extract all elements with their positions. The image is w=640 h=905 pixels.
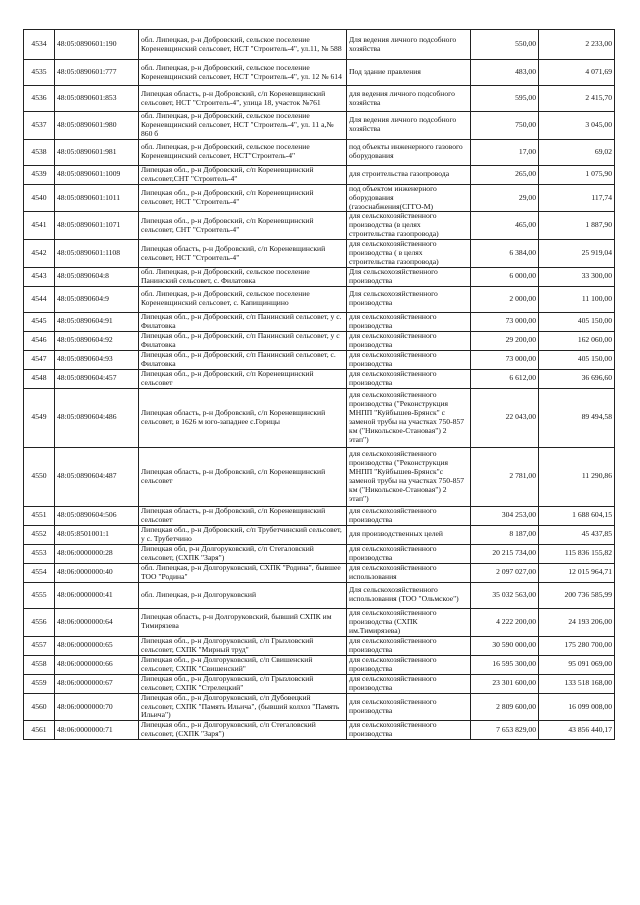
cadastral-number-cell: 48:05:0890604:93 [55,350,139,369]
row-number-cell: 4549 [24,388,55,447]
permitted-use-cell: для сельскохозяйственного производства [347,544,471,563]
table-row [24,721,615,740]
permitted-use-cell: для строительства газопровода [347,165,471,184]
cadastral-number-cell: 48:06:0000000:41 [55,582,139,608]
row-number-cell: 4546 [24,331,55,350]
table-row [24,267,615,286]
table-row [24,331,615,350]
cadastral-number-cell: 48:05:0890601:1071 [55,212,139,240]
address-cell: Липецкая область, р-н Добровский, с/п Кореневщинский сельсовет, НСТ "Строитель-4" [139,240,347,268]
cadastral-value-cell: 2 233,00 [539,30,615,60]
permitted-use-cell: для производственных целей [347,525,471,544]
cadastral-number-cell: 48:05:0890601:980 [55,112,139,140]
permitted-use-cell: для сельскохозяйственного производства [347,636,471,655]
table-row [24,112,615,140]
cadastral-value-cell: 1 075,90 [539,165,615,184]
address-cell: Липецкая обл., р-н Добровский, с/п Трубетчинский сельсовет, у с. Трубетчино [139,525,347,544]
address-cell: Липецкая обл., р-н Добровский, с/п Кореневщинский сельсовет, СНТ "Строитель-4" [139,212,347,240]
area-cell: 16 595 300,00 [471,655,539,674]
land-registry-table [23,29,615,740]
permitted-use-cell: для сельскохозяйственного производства (СХПК им.Тимирязева) [347,608,471,636]
permitted-use-cell: Под здание правления [347,60,471,86]
row-number-cell: 4547 [24,350,55,369]
permitted-use-cell: Для ведения личного подсобного хозяйства [347,112,471,140]
cadastral-value-cell: 43 856 440,17 [539,721,615,740]
area-cell: 17,00 [471,139,539,165]
area-cell: 465,00 [471,212,539,240]
row-number-cell: 4537 [24,112,55,140]
table-row [24,212,615,240]
cadastral-value-cell: 45 437,85 [539,525,615,544]
cadastral-number-cell: 48:05:0890604:91 [55,312,139,331]
area-cell: 304 253,00 [471,506,539,525]
permitted-use-cell: для сельскохозяйственного производства [347,312,471,331]
area-cell: 483,00 [471,60,539,86]
cadastral-number-cell: 48:05:0890601:981 [55,139,139,165]
table-row [24,30,615,60]
area-cell: 2 097 027,00 [471,563,539,582]
cadastral-value-cell: 11 290,86 [539,447,615,506]
row-number-cell: 4539 [24,165,55,184]
permitted-use-cell: для ведения личного подсобного хозяйства [347,86,471,112]
address-cell: обл. Липецкая, р-н Долгоруковский [139,582,347,608]
permitted-use-cell: для сельскохозяйственного производства [347,369,471,388]
permitted-use-cell: для сельскохозяйственного производства [347,331,471,350]
table-row [24,582,615,608]
table-row [24,525,615,544]
area-cell: 265,00 [471,165,539,184]
permitted-use-cell: под объектом инженерного оборудования (газоснабжения(СГГО-М) [347,184,471,212]
table-row [24,286,615,312]
address-cell: Липецкая обл., р-н Долгоруковский, с/п Грызловский сельсовет, СХПК "Мирный труд" [139,636,347,655]
cadastral-value-cell: 200 736 585,99 [539,582,615,608]
area-cell: 750,00 [471,112,539,140]
cadastral-number-cell: 48:05:0890604:487 [55,447,139,506]
address-cell: Липецкая область, р-н Добровский, с/п Кореневщинский сельсовет, в 1626 м юго-западнее с.Горицы [139,388,347,447]
row-number-cell: 4535 [24,60,55,86]
permitted-use-cell: для сельскохозяйственного производства ("Реконструкция МНПП "Куйбышев-Брянск"с заменой трубы на участках 750-857 км ("Никольское-Становая") 2 этап") [347,447,471,506]
cadastral-value-cell: 89 494,58 [539,388,615,447]
row-number-cell: 4541 [24,212,55,240]
address-cell: обл. Липецкая, р-н Добровский, сельское поселение Кореневщинский сельсовет, НСТ "Строитель-4", ул. 11 а,№ 860 б [139,112,347,140]
address-cell: Липецкая обл., р-н Долгоруковский, с/п Грызловский сельсовет, СХПК "Стрелецкий" [139,674,347,693]
row-number-cell: 4552 [24,525,55,544]
table-row [24,506,615,525]
address-cell: обл. Липецкая, р-н Добровский, сельское поселение Кореневщинский сельсовет, НСТ"Строитель-4" [139,139,347,165]
cadastral-number-cell: 48:05:0890604:9 [55,286,139,312]
cadastral-value-cell: 3 045,00 [539,112,615,140]
cadastral-number-cell: 48:06:0000000:70 [55,693,139,721]
row-number-cell: 4559 [24,674,55,693]
address-cell: обл. Липецкая, р-н Добровский, сельское поселение Кореневщинский сельсовет, НСТ "Строитель-4", ул.11, № 588 [139,30,347,60]
permitted-use-cell: Для сельскохозяйственного производства [347,267,471,286]
area-cell: 6 384,00 [471,240,539,268]
cadastral-value-cell: 405 150,00 [539,312,615,331]
cadastral-value-cell: 25 919,04 [539,240,615,268]
area-cell: 73 000,00 [471,312,539,331]
area-cell: 35 032 563,00 [471,582,539,608]
cadastral-number-cell: 48:05:0890601:777 [55,60,139,86]
area-cell: 22 043,00 [471,388,539,447]
permitted-use-cell: Для сельскохозяйственного производства [347,286,471,312]
cadastral-number-cell: 48:06:0000000:67 [55,674,139,693]
table-row [24,369,615,388]
address-cell: Липецкая область, р-н Добровский, с/п Кореневщинский сельсовет [139,447,347,506]
row-number-cell: 4550 [24,447,55,506]
cadastral-value-cell: 1 887,90 [539,212,615,240]
cadastral-number-cell: 48:06:0000000:66 [55,655,139,674]
permitted-use-cell: для сельскохозяйственного производства (в целях строительства газопровода) [347,212,471,240]
area-cell: 29 200,00 [471,331,539,350]
table-row [24,240,615,268]
cadastral-value-cell: 115 836 155,82 [539,544,615,563]
cadastral-value-cell: 175 280 700,00 [539,636,615,655]
cadastral-number-cell: 48:06:0000000:28 [55,544,139,563]
row-number-cell: 4545 [24,312,55,331]
table-row [24,312,615,331]
cadastral-value-cell: 405 150,00 [539,350,615,369]
area-cell: 73 000,00 [471,350,539,369]
area-cell: 595,00 [471,86,539,112]
table-row [24,636,615,655]
permitted-use-cell: для сельскохозяйственного производства [347,674,471,693]
area-cell: 550,00 [471,30,539,60]
table-row [24,563,615,582]
row-number-cell: 4540 [24,184,55,212]
cadastral-value-cell: 16 099 008,00 [539,693,615,721]
permitted-use-cell: для сельскохозяйственного производства [347,506,471,525]
cadastral-value-cell: 2 415,70 [539,86,615,112]
address-cell: Липецкая обл., р-н Добровский, с/п Панинский сельсовет, у с Филатовка [139,331,347,350]
address-cell: Липецкая область, р-н Долгоруковский, бывший СХПК им Тимирязева [139,608,347,636]
permitted-use-cell: для сельскохозяйственного производства ("Реконструкция МНПП "Куйбышев-Брянск" с заменой трубы на участках 750-857 км ("Никольское-Становая") 2 этап") [347,388,471,447]
address-cell: Липецкая обл., р-н Долгоруковский, с/п Стегаловский сельсовет, (СХПК "Заря") [139,721,347,740]
cadastral-value-cell: 36 696,60 [539,369,615,388]
area-cell: 6 612,00 [471,369,539,388]
row-number-cell: 4542 [24,240,55,268]
table-body [24,30,615,740]
table-row [24,388,615,447]
cadastral-number-cell: 48:05:0890604:92 [55,331,139,350]
cadastral-number-cell: 48:05:0890601:190 [55,30,139,60]
permitted-use-cell: Для ведения личного подсобного хозяйства [347,30,471,60]
area-cell: 8 187,00 [471,525,539,544]
cadastral-number-cell: 48:05:0890601:1108 [55,240,139,268]
area-cell: 4 222 200,00 [471,608,539,636]
cadastral-value-cell: 162 060,00 [539,331,615,350]
table-row [24,165,615,184]
address-cell: Липецкая обл., р-н Добровский, с/п Кореневщинский сельсовет [139,369,347,388]
permitted-use-cell: для сельскохозяйственного производства ( в целях строительства газопровода) [347,240,471,268]
row-number-cell: 4557 [24,636,55,655]
address-cell: Липецкая обл., р-н Добровский, с/п Кореневщинский сельсовет, НСТ "Строитель-4" [139,184,347,212]
address-cell: обл. Липецкая, р-н Добровский, сельское поселение Панинский сельсовет, с. Филатовка [139,267,347,286]
area-cell: 2 781,00 [471,447,539,506]
cadastral-value-cell: 133 518 168,00 [539,674,615,693]
table-row [24,693,615,721]
table-row [24,350,615,369]
address-cell: Липецкая обл., р-н Добровский, с/п Панинский сельсовет, с. Филатовка [139,350,347,369]
row-number-cell: 4560 [24,693,55,721]
row-number-cell: 4534 [24,30,55,60]
row-number-cell: 4536 [24,86,55,112]
address-cell: Липецкая обл, р-н Долгоруковский, с/п Стегаловский сельсовет, (СХПК "Заря") [139,544,347,563]
cadastral-number-cell: 48:06:0000000:40 [55,563,139,582]
area-cell: 6 000,00 [471,267,539,286]
cadastral-value-cell: 24 193 206,00 [539,608,615,636]
row-number-cell: 4556 [24,608,55,636]
permitted-use-cell: для сельскохозяйственного использования [347,563,471,582]
cadastral-value-cell: 117,74 [539,184,615,212]
address-cell: обл. Липецкая, р-н Добровский, сельское поселение Кореневщинский сельсовет, НСТ "Строитель-4", ул. 12 № 614 [139,60,347,86]
permitted-use-cell: для сельскохозяйственного производства [347,693,471,721]
address-cell: Липецкая область, р-н Добровский, с/п Кореневщинский сельсовет, НСТ "Строитель-4", улица 18, участок №761 [139,86,347,112]
row-number-cell: 4538 [24,139,55,165]
row-number-cell: 4551 [24,506,55,525]
cadastral-number-cell: 48:05:8501001:1 [55,525,139,544]
area-cell: 7 653 829,00 [471,721,539,740]
cadastral-value-cell: 4 071,69 [539,60,615,86]
table-row [24,447,615,506]
row-number-cell: 4561 [24,721,55,740]
address-cell: обл. Липецкая, р-н Долгоруковский, СХПК "Родина", бывшее ТОО "Родина" [139,563,347,582]
cadastral-value-cell: 69,02 [539,139,615,165]
area-cell: 2 000,00 [471,286,539,312]
table-row [24,184,615,212]
cadastral-value-cell: 1 688 604,15 [539,506,615,525]
table-row [24,139,615,165]
permitted-use-cell: для сельскохозяйственного производства [347,655,471,674]
cadastral-number-cell: 48:05:0890604:8 [55,267,139,286]
address-cell: Липецкая обл., р-н Долгоруковский, с/п Дубовецкий сельсовет, СХПК "Память Ильича", (бывший колхоз "Память Ильича") [139,693,347,721]
area-cell: 23 301 600,00 [471,674,539,693]
cadastral-value-cell: 12 015 964,71 [539,563,615,582]
cadastral-value-cell: 95 091 069,00 [539,655,615,674]
area-cell: 29,00 [471,184,539,212]
cadastral-number-cell: 48:05:0890604:457 [55,369,139,388]
cadastral-number-cell: 48:05:0890601:1011 [55,184,139,212]
address-cell: Липецкая обл., р-н Добровский, с/п Кореневщинский сельсовет,СНТ "Строитель-4" [139,165,347,184]
cadastral-number-cell: 48:06:0000000:65 [55,636,139,655]
cadastral-number-cell: 48:05:0890604:506 [55,506,139,525]
table-row [24,86,615,112]
area-cell: 30 590 000,00 [471,636,539,655]
cadastral-number-cell: 48:05:0890604:486 [55,388,139,447]
row-number-cell: 4558 [24,655,55,674]
address-cell: Липецкая обл., р-н Долгоруковский, с/п Свишенский сельсовет, СХПК "Свишенский" [139,655,347,674]
row-number-cell: 4544 [24,286,55,312]
row-number-cell: 4548 [24,369,55,388]
cadastral-number-cell: 48:06:0000000:64 [55,608,139,636]
table-row [24,544,615,563]
area-cell: 2 809 600,00 [471,693,539,721]
permitted-use-cell: для сельскохозяйственного производства [347,721,471,740]
cadastral-number-cell: 48:05:0890601:1009 [55,165,139,184]
address-cell: обл. Липецкая, р-н Добровский, сельское поселение Кореневщинский сельсовет, с. Капищинщино [139,286,347,312]
cadastral-value-cell: 11 100,00 [539,286,615,312]
address-cell: Липецкая область, р-н Добровский, с/п Кореневщинский сельсовет [139,506,347,525]
cadastral-value-cell: 33 300,00 [539,267,615,286]
permitted-use-cell: для сельскохозяйственного производства [347,350,471,369]
row-number-cell: 4555 [24,582,55,608]
permitted-use-cell: Для сельскохозяйственного использования (ТОО "Ольмское") [347,582,471,608]
cadastral-number-cell: 48:05:0890601:853 [55,86,139,112]
permitted-use-cell: под объекты инженерного газового оборудования [347,139,471,165]
row-number-cell: 4553 [24,544,55,563]
table-row [24,608,615,636]
table-row [24,655,615,674]
table-row [24,674,615,693]
area-cell: 20 215 734,00 [471,544,539,563]
row-number-cell: 4554 [24,563,55,582]
table-row [24,60,615,86]
row-number-cell: 4543 [24,267,55,286]
address-cell: Липецкая обл., р-н Добровский, с/п Панинский сельсовет, у с. Филатовка [139,312,347,331]
cadastral-number-cell: 48:06:0000000:71 [55,721,139,740]
